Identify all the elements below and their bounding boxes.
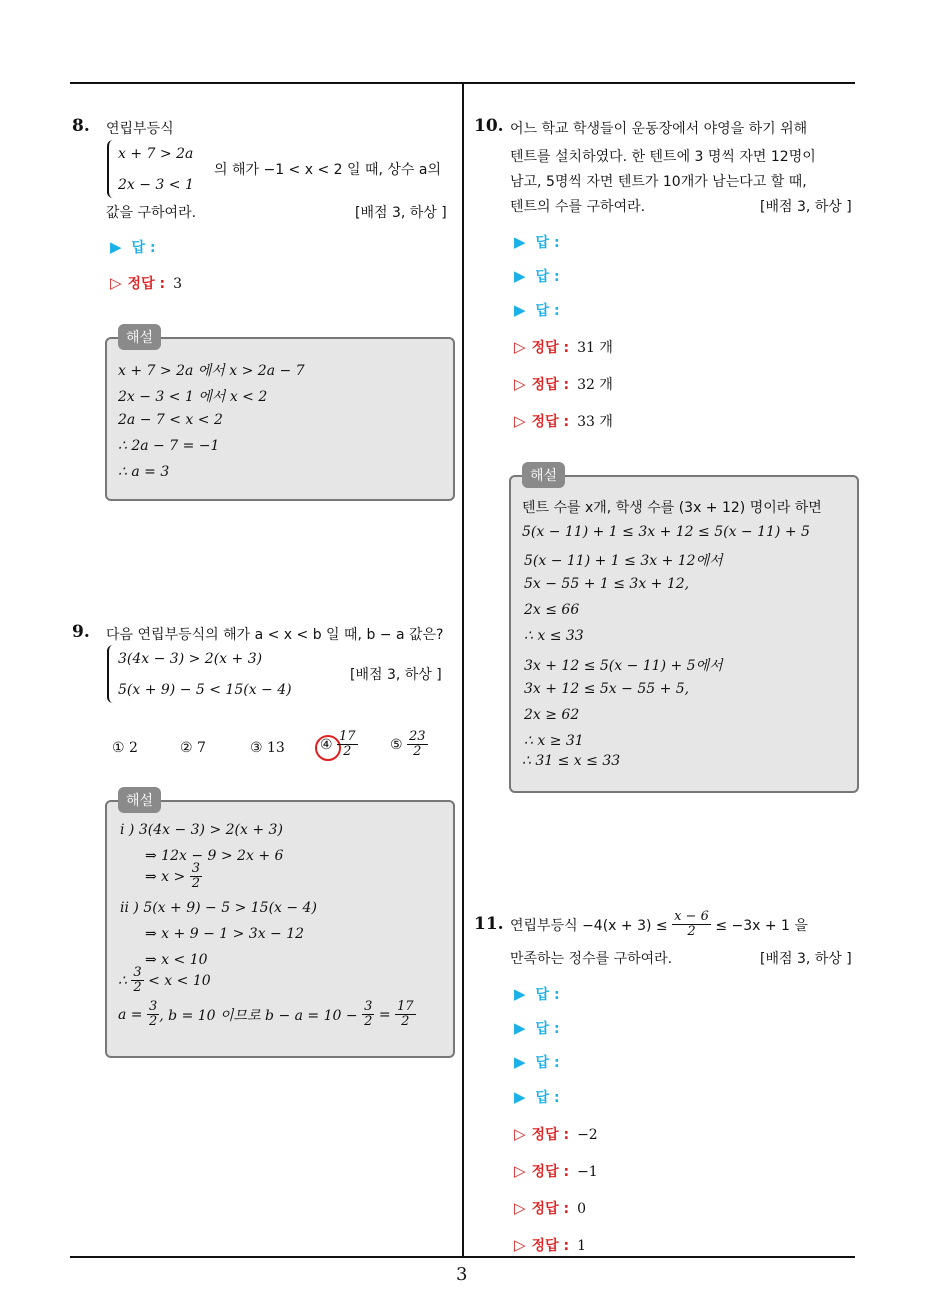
solution-line: 5x − 55 + 1 ≤ 3x + 12, bbox=[524, 576, 690, 592]
system-brace bbox=[107, 140, 115, 198]
question-text-line: 만족하는 정수를 구하여라. bbox=[510, 951, 673, 967]
play-icon: ▶ bbox=[110, 238, 122, 256]
question-title: 연립부등식 bbox=[106, 121, 174, 137]
answer-row: ▶ 답 : bbox=[514, 267, 560, 285]
bottom-rule bbox=[70, 1256, 855, 1258]
correct-label: 정답 : bbox=[127, 276, 166, 292]
question-title: 다음 연립부등식의 해가 a < x < b 일 때, b − a 값은? bbox=[106, 627, 444, 643]
system-line-2: 2x − 3 < 1 bbox=[118, 177, 194, 193]
question-condition: 의 해가 −1 < x < 2 일 때, 상수 a의 bbox=[214, 162, 442, 178]
solution-line: ⇒ x < 10 bbox=[145, 952, 208, 968]
solution-line: ⇒ x + 9 − 1 > 3x − 12 bbox=[145, 926, 305, 942]
answer-row: ▶ 답 : bbox=[514, 233, 560, 251]
solution-line: ∴ 31 ≤ x ≤ 33 bbox=[522, 753, 621, 769]
solution-line: ii ) 5(x + 9) − 5 > 15(x − 4) bbox=[120, 900, 317, 916]
answer-row: ▶ 답 : bbox=[514, 1053, 560, 1071]
solution-line: ∴ x ≥ 31 bbox=[524, 733, 584, 749]
answer-row: ▶ 답 : bbox=[514, 1019, 560, 1037]
solution-line: 2a − 7 < x < 2 bbox=[118, 412, 223, 428]
correct-answer-row: ▷ 정답 : 1 bbox=[514, 1236, 586, 1254]
play-icon: ▶ bbox=[514, 1088, 526, 1106]
solution-line: ∴ a = 3 bbox=[118, 464, 170, 480]
solution-line: 3x + 12 ≤ 5x − 55 + 5, bbox=[524, 681, 690, 697]
solution-line: 5(x − 11) + 1 ≤ 3x + 12 ≤ 5(x − 11) + 5 bbox=[522, 524, 810, 540]
correct-answer-row: ▷ 정답 : 31 개 bbox=[514, 338, 613, 356]
correct-answer-row: ▷ 정답 : −1 bbox=[514, 1162, 598, 1180]
play-icon: ▶ bbox=[514, 233, 526, 251]
system-line-1: 3(4x − 3) > 2(x + 3) bbox=[118, 651, 263, 667]
correct-answer-row bbox=[110, 273, 182, 293]
correct-answer-row: ▷ 정답 : 33 개 bbox=[514, 412, 613, 430]
solution-tag: 해설 bbox=[118, 787, 161, 813]
solution-tag: 해설 bbox=[118, 324, 161, 350]
triangle-outline-icon: ▷ bbox=[514, 1125, 526, 1143]
play-icon: ▶ bbox=[514, 267, 526, 285]
score-meta: [배점 3, 하상 ] bbox=[760, 199, 852, 215]
triangle-outline-icon: ▷ bbox=[110, 274, 122, 292]
correct-value: 3 bbox=[173, 276, 182, 292]
choice-1[interactable]: ① 2 bbox=[112, 740, 138, 756]
correct-answer-row: ▷ 정답 : 32 개 bbox=[514, 375, 613, 393]
solution-line: x + 7 > 2a 에서 x > 2a − 7 bbox=[118, 363, 305, 379]
triangle-outline-icon: ▷ bbox=[514, 1236, 526, 1254]
solution-line: ⇒ x > $\frac{3}{2}$ bbox=[145, 861, 200, 892]
correct-answer-row: ▷ 정답 : −2 bbox=[514, 1125, 598, 1143]
play-icon: ▶ bbox=[514, 1019, 526, 1037]
play-icon: ▶ bbox=[514, 985, 526, 1003]
choice-2[interactable]: ② 7 bbox=[180, 740, 206, 756]
question-text-line: 연립부등식 −4(x + 3) ≤ $\frac{x - 6}{2}$ ≤ −3x + 1 을 bbox=[510, 909, 808, 940]
solution-line: ∴ $\frac{3}{2}$ < x < 10 bbox=[118, 965, 211, 996]
solution-line: 2x ≥ 62 bbox=[524, 707, 580, 723]
solution-tag: 해설 bbox=[522, 462, 565, 488]
system-brace bbox=[107, 645, 115, 703]
triangle-outline-icon: ▷ bbox=[514, 1162, 526, 1180]
question-ask: 값을 구하여라. bbox=[106, 205, 197, 221]
triangle-outline-icon: ▷ bbox=[514, 338, 526, 356]
play-icon: ▶ bbox=[514, 1053, 526, 1071]
question-number: 9. bbox=[72, 622, 90, 642]
question-number: 8. bbox=[72, 116, 90, 136]
solution-line: ∴ x ≤ 33 bbox=[524, 628, 584, 644]
score-meta: [배점 3, 하상 ] bbox=[350, 667, 442, 683]
triangle-outline-icon: ▷ bbox=[514, 375, 526, 393]
answer-row bbox=[110, 237, 156, 257]
solution-line: 2x − 3 < 1 에서 x < 2 bbox=[118, 389, 268, 405]
question-number: 10. bbox=[474, 116, 504, 136]
score-meta: [배점 3, 하상 ] bbox=[355, 205, 447, 221]
score-meta: [배점 3, 하상 ] bbox=[760, 951, 852, 967]
answer-row: ▶ 답 : bbox=[514, 1088, 560, 1106]
system-line-2: 5(x + 9) − 5 < 15(x − 4) bbox=[118, 682, 292, 698]
column-divider bbox=[462, 84, 464, 1256]
solution-line: 2x ≤ 66 bbox=[524, 602, 580, 618]
answer-row: ▶ 답 : bbox=[514, 301, 560, 319]
triangle-outline-icon: ▷ bbox=[514, 1199, 526, 1217]
question-text-line: 어느 학교 학생들이 운동장에서 야영을 하기 위해 bbox=[510, 121, 808, 137]
question-text-line: 텐트의 수를 구하여라. bbox=[510, 199, 646, 215]
choice-4[interactable]: ④ $\frac{17}{2}$ bbox=[320, 729, 356, 760]
play-icon: ▶ bbox=[514, 301, 526, 319]
solution-line: a = $\frac{3}{2}$ , b = 10 이므로 b − a = 10 − $\frac{3}{2}$ = $\frac{17}{2}$ bbox=[118, 999, 414, 1030]
correct-answer-row: ▷ 정답 : 0 bbox=[514, 1199, 586, 1217]
answer-label: 답 : bbox=[131, 240, 156, 256]
question-number: 11. bbox=[474, 914, 504, 934]
choice-3[interactable]: ③ 13 bbox=[250, 740, 285, 756]
solution-line: 5(x − 11) + 1 ≤ 3x + 12에서 bbox=[524, 553, 723, 569]
question-text-line: 텐트를 설치하였다. 한 텐트에 3 명씩 자면 12명이 bbox=[510, 149, 816, 165]
solution-line: ⇒ 12x − 9 > 2x + 6 bbox=[145, 848, 284, 864]
solution-line: ∴ 2a − 7 = −1 bbox=[118, 438, 220, 454]
page-number: 3 bbox=[456, 1264, 468, 1285]
solution-line: i ) 3(4x − 3) > 2(x + 3) bbox=[120, 822, 283, 838]
solution-line: 텐트 수를 x개, 학생 수를 (3x + 12) 명이라 하면 bbox=[522, 500, 822, 516]
answer-row: ▶ 답 : bbox=[514, 985, 560, 1003]
choice-5[interactable]: ⑤ $\frac{23}{2}$ bbox=[390, 729, 426, 760]
triangle-outline-icon: ▷ bbox=[514, 412, 526, 430]
question-text-line: 남고, 5명씩 자면 텐트가 10개가 남는다고 할 때, bbox=[510, 174, 807, 190]
system-line-1: x + 7 > 2a bbox=[118, 146, 194, 162]
solution-line: 3x + 12 ≤ 5(x − 11) + 5에서 bbox=[524, 658, 723, 674]
